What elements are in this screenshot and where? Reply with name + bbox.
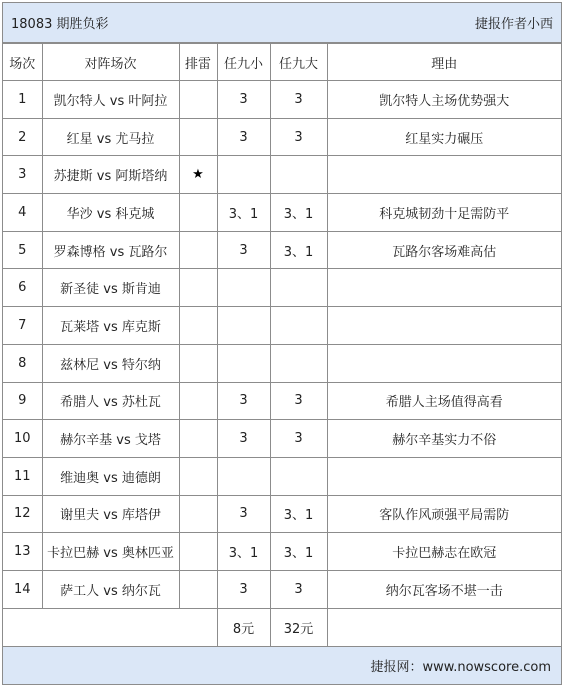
row-r9-small: 3、1 bbox=[217, 533, 270, 571]
footer-site: 捷报网：www.nowscore.com bbox=[370, 660, 551, 675]
row-number: 13 bbox=[3, 533, 42, 571]
row-r9-small: 3 bbox=[217, 231, 270, 269]
row-r9-large: 3、1 bbox=[270, 194, 327, 232]
row-mine-flag bbox=[179, 382, 217, 420]
row-r9-small bbox=[217, 269, 270, 307]
row-number: 12 bbox=[3, 495, 42, 533]
row-match: 红星 vs 尤马拉 bbox=[42, 118, 179, 156]
row-reason: 凯尔特人主场优势强大 bbox=[327, 81, 561, 119]
row-r9-large bbox=[270, 457, 327, 495]
table-row bbox=[3, 81, 561, 119]
row-match: 兹林尼 vs 特尔纳 bbox=[42, 344, 179, 382]
row-r9-small bbox=[217, 457, 270, 495]
row-r9-large bbox=[270, 344, 327, 382]
row-r9-large: 3、1 bbox=[270, 495, 327, 533]
row-r9-large: 3 bbox=[270, 570, 327, 608]
table-row bbox=[3, 382, 561, 420]
row-mine-flag bbox=[179, 570, 217, 608]
row-mine-flag: ★ bbox=[179, 156, 217, 194]
row-reason: 瓦路尔客场难高估 bbox=[327, 231, 561, 269]
betting-table-card bbox=[2, 2, 562, 685]
row-number: 9 bbox=[3, 382, 42, 420]
row-number: 6 bbox=[3, 269, 42, 307]
issue-title: 18083 期胜负彩 bbox=[11, 17, 109, 32]
row-reason bbox=[327, 156, 561, 194]
author-label: 捷报作者小西 bbox=[474, 17, 553, 32]
row-r9-large bbox=[270, 269, 327, 307]
row-match: 瓦莱塔 vs 库克斯 bbox=[42, 307, 179, 345]
footer-bar bbox=[3, 646, 561, 684]
row-r9-small: 3、1 bbox=[217, 194, 270, 232]
row-reason: 卡拉巴赫志在欧冠 bbox=[327, 533, 561, 571]
row-match: 新圣徒 vs 斯肯迪 bbox=[42, 269, 179, 307]
col-header-reason: 理由 bbox=[327, 44, 561, 81]
row-reason: 科克城韧劲十足需防平 bbox=[327, 194, 561, 232]
table-header-row bbox=[3, 44, 561, 81]
totals-spacer bbox=[3, 608, 217, 646]
row-mine-flag bbox=[179, 307, 217, 345]
row-number: 7 bbox=[3, 307, 42, 345]
row-number: 10 bbox=[3, 420, 42, 458]
row-mine-flag bbox=[179, 420, 217, 458]
table-row bbox=[3, 457, 561, 495]
row-r9-large: 3 bbox=[270, 382, 327, 420]
table-row bbox=[3, 118, 561, 156]
row-mine-flag bbox=[179, 231, 217, 269]
row-match: 罗森博格 vs 瓦路尔 bbox=[42, 231, 179, 269]
row-mine-flag bbox=[179, 344, 217, 382]
row-number: 1 bbox=[3, 81, 42, 119]
row-match: 萨工人 vs 纳尔瓦 bbox=[42, 570, 179, 608]
row-match: 苏捷斯 vs 阿斯塔纳 bbox=[42, 156, 179, 194]
row-r9-large bbox=[270, 156, 327, 194]
row-number: 4 bbox=[3, 194, 42, 232]
row-r9-small: 3 bbox=[217, 81, 270, 119]
match-table bbox=[3, 43, 561, 647]
row-match: 谢里夫 vs 库塔伊 bbox=[42, 495, 179, 533]
row-mine-flag bbox=[179, 457, 217, 495]
row-mine-flag bbox=[179, 495, 217, 533]
table-row bbox=[3, 344, 561, 382]
row-r9-small: 3 bbox=[217, 382, 270, 420]
row-reason: 赫尔辛基实力不俗 bbox=[327, 420, 561, 458]
totals-row bbox=[3, 608, 561, 646]
table-row bbox=[3, 156, 561, 194]
row-reason: 纳尔瓦客场不堪一击 bbox=[327, 570, 561, 608]
totals-r9-large: 32元 bbox=[270, 608, 327, 646]
col-header-match: 对阵场次 bbox=[42, 44, 179, 81]
row-r9-large: 3 bbox=[270, 118, 327, 156]
row-reason: 希腊人主场值得高看 bbox=[327, 382, 561, 420]
row-match: 赫尔辛基 vs 戈塔 bbox=[42, 420, 179, 458]
row-number: 5 bbox=[3, 231, 42, 269]
table-row bbox=[3, 269, 561, 307]
row-match: 凯尔特人 vs 叶阿拉 bbox=[42, 81, 179, 119]
row-mine-flag bbox=[179, 194, 217, 232]
col-header-r9-small: 任九小 bbox=[217, 44, 270, 81]
row-match: 维迪奥 vs 迪德朗 bbox=[42, 457, 179, 495]
col-header-mine: 排雷 bbox=[179, 44, 217, 81]
table-row bbox=[3, 307, 561, 345]
row-r9-large bbox=[270, 307, 327, 345]
row-match: 希腊人 vs 苏杜瓦 bbox=[42, 382, 179, 420]
row-r9-small bbox=[217, 307, 270, 345]
title-bar bbox=[3, 3, 561, 43]
row-number: 2 bbox=[3, 118, 42, 156]
table-row bbox=[3, 194, 561, 232]
row-mine-flag bbox=[179, 81, 217, 119]
row-r9-large: 3、1 bbox=[270, 231, 327, 269]
totals-spacer bbox=[327, 608, 561, 646]
row-number: 8 bbox=[3, 344, 42, 382]
row-r9-small: 3 bbox=[217, 495, 270, 533]
table-row bbox=[3, 495, 561, 533]
table-row bbox=[3, 570, 561, 608]
col-header-r9-large: 任九大 bbox=[270, 44, 327, 81]
row-mine-flag bbox=[179, 118, 217, 156]
row-reason bbox=[327, 269, 561, 307]
row-r9-small bbox=[217, 344, 270, 382]
row-reason bbox=[327, 344, 561, 382]
row-match: 卡拉巴赫 vs 奥林匹亚 bbox=[42, 533, 179, 571]
row-r9-small bbox=[217, 156, 270, 194]
row-r9-large: 3、1 bbox=[270, 533, 327, 571]
row-mine-flag bbox=[179, 269, 217, 307]
row-mine-flag bbox=[179, 533, 217, 571]
table-row bbox=[3, 533, 561, 571]
row-reason: 客队作风顽强平局需防 bbox=[327, 495, 561, 533]
row-reason: 红星实力碾压 bbox=[327, 118, 561, 156]
row-r9-small: 3 bbox=[217, 420, 270, 458]
col-header-no: 场次 bbox=[3, 44, 42, 81]
row-r9-small: 3 bbox=[217, 570, 270, 608]
row-number: 14 bbox=[3, 570, 42, 608]
table-row bbox=[3, 231, 561, 269]
row-number: 11 bbox=[3, 457, 42, 495]
row-r9-small: 3 bbox=[217, 118, 270, 156]
row-match: 华沙 vs 科克城 bbox=[42, 194, 179, 232]
row-r9-large: 3 bbox=[270, 81, 327, 119]
totals-r9-small: 8元 bbox=[217, 608, 270, 646]
row-reason bbox=[327, 307, 561, 345]
table-row bbox=[3, 420, 561, 458]
row-r9-large: 3 bbox=[270, 420, 327, 458]
row-number: 3 bbox=[3, 156, 42, 194]
row-reason bbox=[327, 457, 561, 495]
